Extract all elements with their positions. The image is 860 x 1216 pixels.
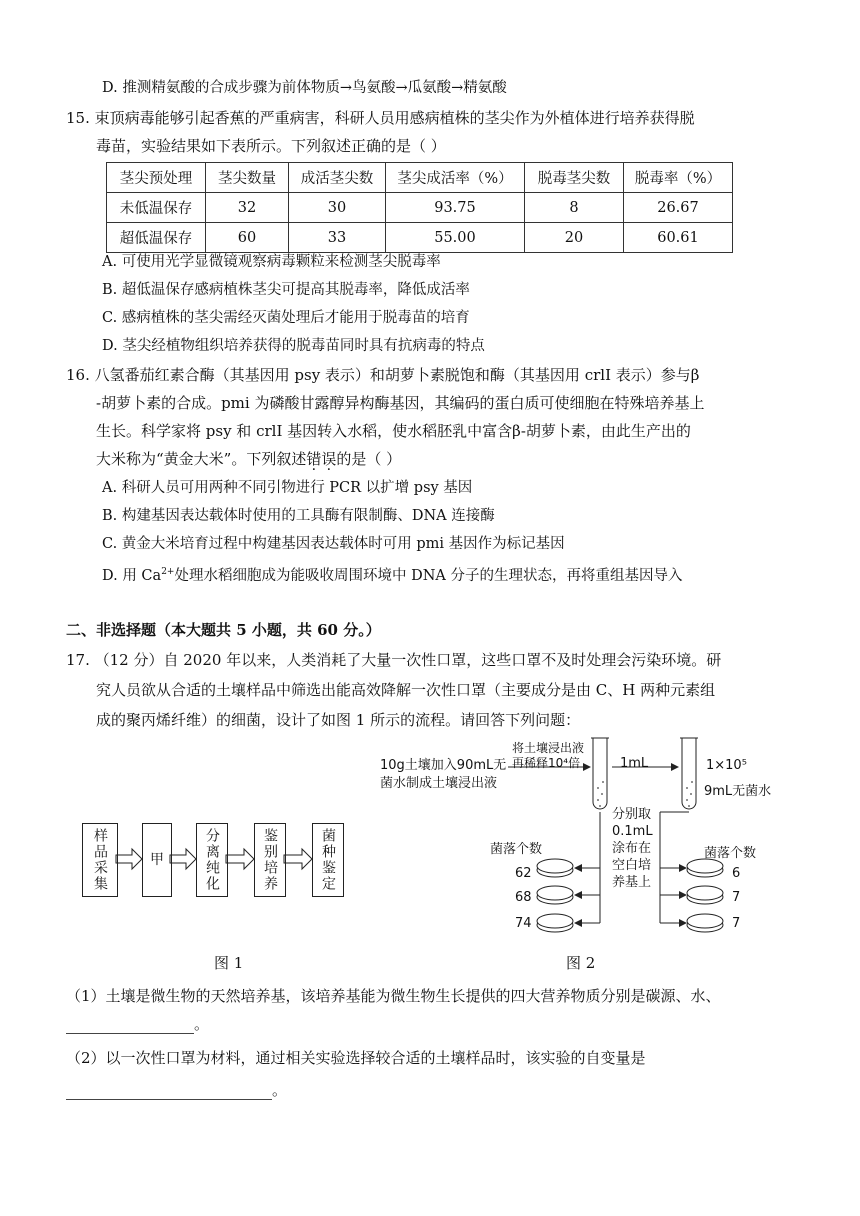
table-cell: 60.61 bbox=[624, 223, 733, 253]
table-header-cell: 茎尖数量 bbox=[206, 163, 289, 193]
colony-count-left: 74 bbox=[515, 916, 532, 931]
dilute-label-line1: 将土壤浸出液 bbox=[512, 741, 585, 755]
period: 。 bbox=[272, 1081, 288, 1099]
spread-text: 0.1mL bbox=[612, 824, 653, 839]
table-cell: 60 bbox=[206, 223, 289, 253]
table-cell: 33 bbox=[289, 223, 386, 253]
q15-stem-line2: 毒苗，实验结果如下表所示。下列叙述正确的是（ ） bbox=[96, 137, 446, 155]
spread-text: 养基上 bbox=[612, 875, 652, 890]
figure1-caption: 图 1 bbox=[214, 954, 244, 972]
spread-instruction bbox=[612, 806, 653, 891]
table-cell: 30 bbox=[289, 193, 386, 223]
q16-stem-line1: 16. 八氢番茄红素合酶（其基因用 psy 表示）和胡萝卜素脱饱和酶（其基因用 crlI 表示）参与β bbox=[66, 366, 700, 384]
colony-count-title-right: 菌落个数 bbox=[704, 846, 757, 861]
table-cell: 8 bbox=[525, 193, 624, 223]
table-cell: 32 bbox=[206, 193, 289, 223]
q17-stem-line2: 究人员欲从合适的土壤样品中筛选出能高效降解一次性口罩（主要成分是由 C、H 两种元素组 bbox=[96, 681, 716, 699]
dilute-label-line2: 再稀释10⁴倍 bbox=[512, 756, 581, 770]
table-header-cell: 成活茎尖数 bbox=[289, 163, 386, 193]
emphasis-char: 错 bbox=[306, 450, 322, 468]
q15-option-c: C. 感病植株的茎尖需经灭菌处理后才能用于脱毒苗的培育 bbox=[102, 310, 470, 326]
colony-count-title-left: 菌落个数 bbox=[490, 842, 543, 857]
table-cell: 20 bbox=[525, 223, 624, 253]
petri-dishes-right bbox=[687, 859, 723, 932]
tube2-water: 9mL无菌水 bbox=[704, 784, 772, 799]
table-cell: 未低温保存 bbox=[107, 193, 206, 223]
table-header-cell: 脱毒率（%） bbox=[624, 163, 733, 193]
q17-sub1-text: （1）土壤是微生物的天然培养基，该培养基能为微生物生长提供的四大营养物质分别是碳源、水、 bbox=[66, 987, 721, 1005]
table-cell: 93.75 bbox=[386, 193, 525, 223]
flow-arrows bbox=[116, 849, 312, 869]
q16-stem-line2: -胡萝卜素的合成。pmi 为磷酸甘露醇异构酶基因，其编码的蛋白质可使细胞在特殊培养基上 bbox=[96, 394, 705, 412]
q15-option-d: D. 茎尖经植物组织培养获得的脱毒苗同时具有抗病毒的特点 bbox=[102, 338, 485, 354]
q16-option-c: C. 黄金大米培育过程中构建基因表达载体时可用 pmi 基因作为标记基因 bbox=[102, 536, 565, 552]
answer-blank[interactable] bbox=[66, 1033, 194, 1034]
option-text: D. 用 Ca bbox=[102, 567, 162, 584]
flow-step-label: 分离纯化 bbox=[204, 828, 220, 892]
table-header-cell: 脱毒茎尖数 bbox=[525, 163, 624, 193]
colony-count-right: 7 bbox=[732, 916, 741, 931]
q17-stem-line1: 17. （12 分）自 2020 年以来，人类消耗了大量一次性口罩，这些口罩不及时处理会污染环境。研 bbox=[66, 651, 722, 669]
table-cell: 超低温保存 bbox=[107, 223, 206, 253]
q17-stem-line3: 成的聚丙烯纤维）的细菌，设计了如图 1 所示的流程。请回答下列问题： bbox=[96, 711, 581, 729]
flow-step-label: 甲 bbox=[150, 852, 164, 868]
spread-text: 空白培 bbox=[612, 858, 652, 873]
spread-text: 分别取 bbox=[612, 807, 652, 822]
flow-step-label: 菌种鉴定 bbox=[320, 828, 336, 892]
answer-blank[interactable] bbox=[66, 1099, 272, 1100]
q15-option-b: B. 超低温保存感病植株茎尖可提高其脱毒率，降低成活率 bbox=[102, 282, 470, 298]
q14-option-d: D. 推测精氨酸的合成步骤为前体物质→鸟氨酸→瓜氨酸→精氨酸 bbox=[102, 80, 507, 96]
q16-stem-text: 大米称为“黄金大米”。下列叙述 bbox=[96, 450, 307, 468]
period: 。 bbox=[194, 1015, 210, 1033]
flow-step-label: 样品采集 bbox=[92, 828, 108, 892]
section-heading: 二、非选择题（本大题共 5 小题，共 60 分。） bbox=[66, 621, 381, 639]
soil-label-line2: 菌水制成土壤浸出液 bbox=[380, 776, 498, 791]
petri-dishes-left bbox=[537, 859, 573, 932]
table-cell: 26.67 bbox=[624, 193, 733, 223]
colony-count-right: 7 bbox=[732, 890, 741, 905]
superscript: 2+ bbox=[161, 567, 175, 577]
q16-stem-text: 的是（ ） bbox=[336, 450, 402, 468]
emphasis-char: 误 bbox=[321, 450, 337, 468]
q16-option-b: B. 构建基因表达载体时使用的工具酶有限制酶、DNA 连接酶 bbox=[102, 508, 495, 524]
table-cell: 55.00 bbox=[386, 223, 525, 253]
colony-count-left: 62 bbox=[515, 866, 532, 881]
q15-option-a: A. 可使用光学显微镜观察病毒颗粒来检测茎尖脱毒率 bbox=[102, 254, 441, 270]
q15-stem-line1: 15. 束顶病毒能够引起香蕉的严重病害，科研人员用感病植株的茎尖作为外植体进行培养获得脱 bbox=[66, 109, 695, 127]
flow-step-label: 鉴别培养 bbox=[262, 828, 278, 892]
q17-sub2-answer bbox=[66, 1080, 287, 1100]
q17-sub1-answer bbox=[66, 1014, 209, 1034]
q17-sub2-text: （2）以一次性口罩为材料，通过相关实验选择较合适的土壤样品时，该实验的自变量是 bbox=[66, 1049, 646, 1067]
tube2-dilution: 1×10⁵ bbox=[706, 758, 747, 773]
option-text: 处理水稻细胞成为能吸收周围环境中 DNA 分子的生理状态，再将重组基因导入 bbox=[174, 567, 683, 584]
soil-label-line1: 10g土壤加入90mL无 bbox=[380, 758, 507, 773]
colony-count-right: 6 bbox=[732, 866, 741, 881]
table-header-cell: 茎尖预处理 bbox=[107, 163, 206, 193]
q16-stem-line3: 生长。科学家将 psy 和 crlI 基因转入水稻，使水稻胚乳中富含β-胡萝卜素，由此生产出的 bbox=[96, 422, 691, 440]
spread-text: 涂布在 bbox=[612, 841, 652, 856]
q16-option-a: A. 科研人员可用两种不同引物进行 PCR 以扩增 psy 基因 bbox=[102, 480, 473, 496]
table-header-cell: 茎尖成活率（%） bbox=[386, 163, 525, 193]
figure2-caption: 图 2 bbox=[566, 954, 596, 972]
transfer-volume: 1mL bbox=[620, 756, 649, 771]
colony-count-left: 68 bbox=[515, 890, 532, 905]
